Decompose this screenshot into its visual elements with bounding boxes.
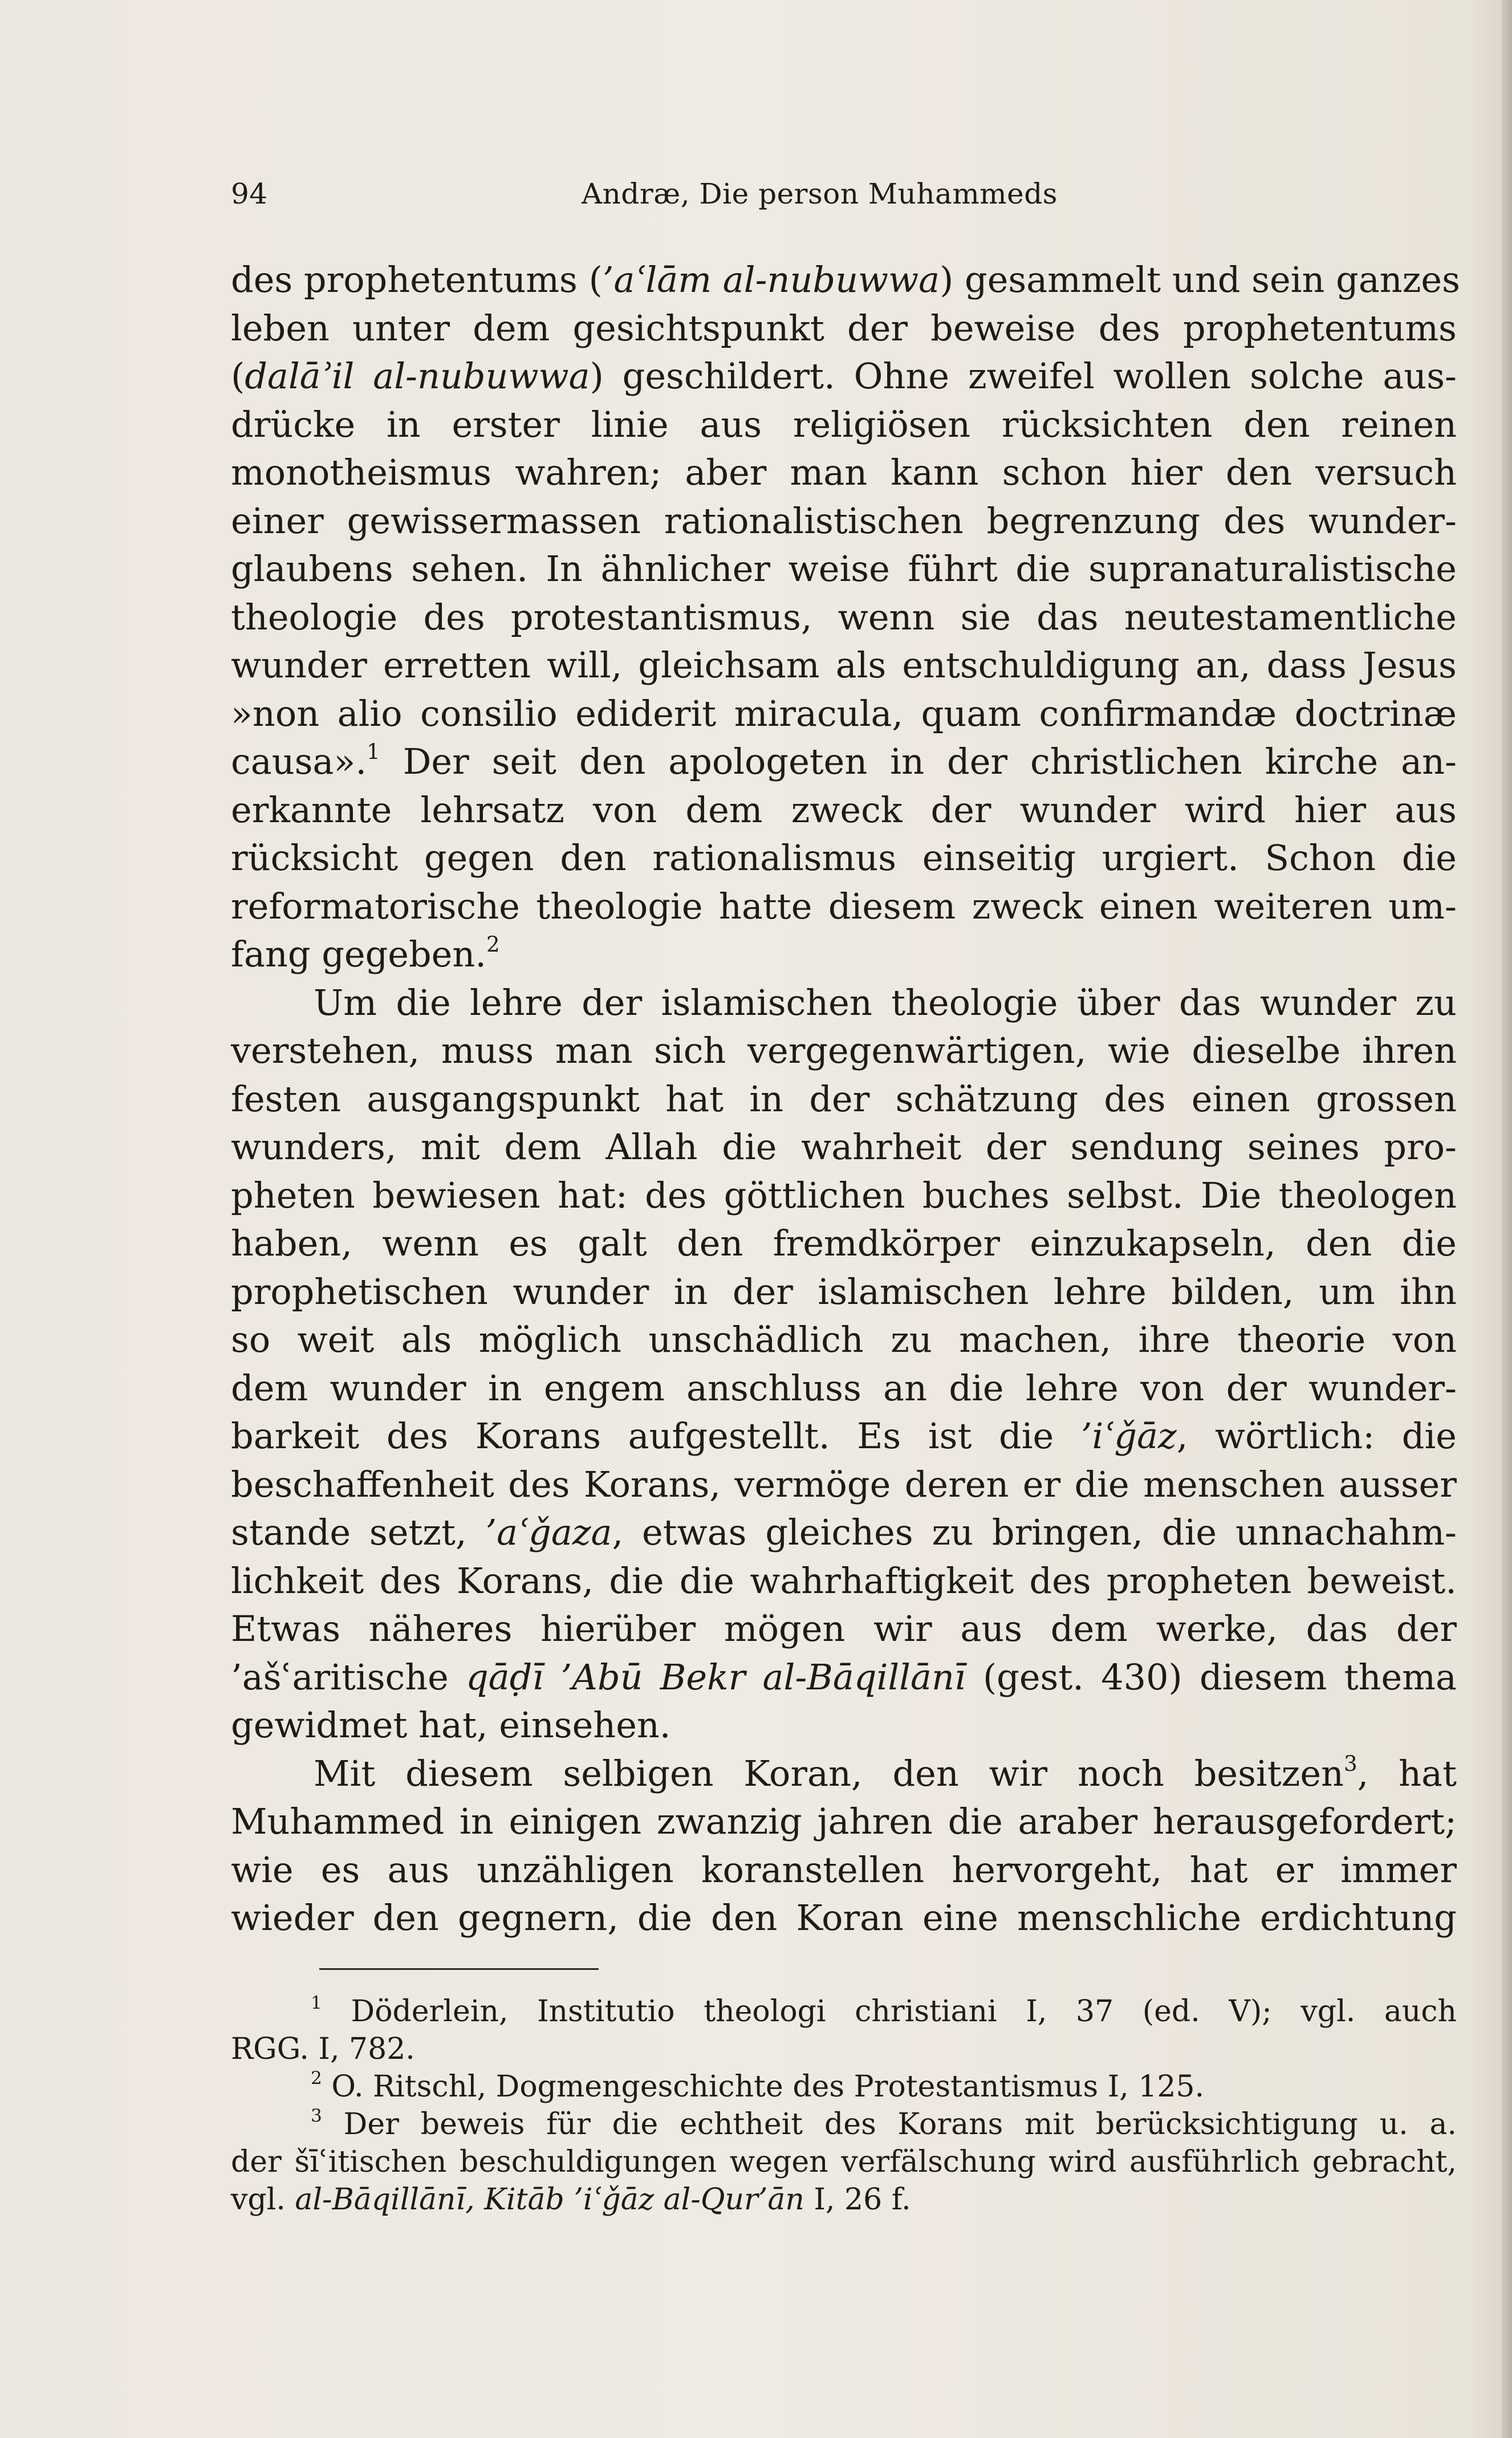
text-line: rücksicht gegen den rationalismus einseitig urgiert. Schon die: [231, 837, 1457, 879]
text-line: [231, 738, 1457, 786]
text-line: gewidmet hat, einsehen.: [231, 1704, 671, 1746]
text-line: [231, 1509, 1457, 1557]
text-line: beschaffenheit des Korans, vermöge deren er die menschen ausser: [231, 1463, 1457, 1505]
text-span: fang gegeben.: [231, 933, 487, 975]
text-span: des prophetentums (: [231, 259, 603, 300]
text-line: pheten bewiesen hat: des göttlichen buches selbst. Die theologen: [231, 1174, 1457, 1216]
transliteration: dalāʾil al-nubuwwa: [245, 355, 590, 397]
text-line: leben unter dem gesichtspunkt der beweise des prophetentums: [231, 307, 1457, 349]
text-line: reformatorische theologie hatte diesem zweck einen weiteren um-: [231, 885, 1457, 927]
page-number: 94: [231, 177, 268, 210]
footnote-ref: 3: [1343, 1750, 1357, 1776]
text-span: vgl.: [231, 2183, 295, 2217]
text-span: Döderlein, Institutio theologi christiani I, 37 (ed. V); vgl. auch: [351, 1994, 1457, 2029]
footnote-ref: 2: [486, 931, 500, 957]
footnote-ref: 1: [367, 738, 380, 764]
text-line: [231, 1750, 1457, 1798]
text-line: [231, 256, 1460, 304]
transliteration: ’iʿǧāz: [1080, 1415, 1177, 1457]
text-line: wie es aus unzähligen koranstellen hervorgeht, hat er immer: [231, 1848, 1457, 1891]
text-line: [231, 1653, 1457, 1702]
text-line: festen ausgangspunkt hat in der schätzung des einen grossen: [231, 1078, 1457, 1120]
text-line: haben, wenn es galt den fremdkörper einzukapseln, den die: [231, 1222, 1457, 1264]
text-span: barkeit des Korans aufgestellt. Es ist die: [231, 1415, 1081, 1457]
page-edge: [1502, 0, 1512, 2438]
footnotes: [231, 1993, 1457, 2218]
text-line: »non alio consilio ediderit miracula, quam confirmandæ doctrinæ: [231, 692, 1457, 734]
footnote-line: RGG. I, 782.: [231, 2032, 415, 2066]
text-line: verstehen, muss man sich vergegenwärtigen, wie dieselbe ihren: [231, 1030, 1457, 1071]
text-span: ) gesammelt und sein ganzes: [940, 259, 1460, 300]
text-span: causa».: [231, 741, 367, 782]
text-line: Muhammed in einigen zwanzig jahren die araber herausgefordert;: [231, 1801, 1457, 1842]
footnote-line: [231, 2181, 1457, 2218]
text-line: Um die lehre der islamischen theologie über das wunder zu: [314, 981, 1457, 1023]
text-line: lichkeit des Korans, die die wahrhaftigkeit des propheten beweist.: [231, 1559, 1457, 1602]
text-span: , wörtlich: die: [1176, 1415, 1457, 1457]
text-span: , etwas gleiches zu bringen, die unnachahm-: [612, 1511, 1457, 1553]
text-line: wunder erretten will, gleichsam als entschuldigung an, dass Jesus: [231, 644, 1457, 686]
text-line: glaubens sehen. In ähnlicher weise führt die supranaturalistische: [231, 548, 1457, 590]
running-header: [231, 177, 1103, 211]
text-line: prophetischen wunder in der islamischen lehre bilden, um ihn: [231, 1270, 1457, 1313]
text-span: (gest. 430) diesem thema: [965, 1656, 1457, 1698]
text-line: [231, 352, 1457, 401]
text-line: drücke in erster linie aus religiösen rücksichten den reinen: [231, 403, 1457, 445]
transliteration: al-Bāqillānī, Kitāb ’iʿǧāz al-Qur’ān: [295, 2183, 804, 2217]
transliteration: ’aʿlām al-nubuwwa: [602, 259, 940, 300]
text-line: theologie des protestantismus, wenn sie das neutestamentliche: [231, 596, 1457, 638]
running-head-title: Andræ, Die person Muhammeds: [582, 177, 1058, 210]
text-span: ) geschildert. Ohne zweifel wollen solche aus-: [590, 355, 1457, 397]
text-span: Mit diesem selbigen Koran, den wir noch besitzen: [314, 1752, 1344, 1794]
text-line: dem wunder in engem anschluss an die lehre von der wunder-: [231, 1367, 1457, 1409]
text-span: O. Ritschl, Dogmengeschichte des Protestantismus I, 125.: [331, 2070, 1205, 2104]
text-line: [231, 1412, 1457, 1461]
text-span: stande setzt,: [231, 1511, 486, 1553]
text-line: wieder den gegnern, die den Koran eine menschliche erdichtung: [231, 1897, 1457, 1939]
text-line: monotheismus wahren; aber man kann schon hier den versuch: [231, 452, 1457, 493]
text-span: Der seit den apologeten in der christlichen kirche an-: [380, 741, 1457, 782]
footnote-line: [231, 1993, 1457, 2030]
text-span: Der beweis für die echtheit des Korans mit berücksichtigung u. a.: [343, 2107, 1457, 2142]
text-line: einer gewissermassen rationalistischen begrenzung des wunder-: [231, 499, 1457, 542]
footnote-line: [231, 2106, 1457, 2143]
text-line: wunders, mit dem Allah die wahrheit der sendung seines pro-: [231, 1126, 1457, 1168]
text-line: [231, 930, 1457, 979]
text-span: I, 26 f.: [804, 2183, 911, 2217]
text-line: so weit als möglich unschädlich zu machen, ihre theorie von: [231, 1319, 1457, 1360]
transliteration: qāḍī ’Abū Bekr al-Bāqillānī: [466, 1656, 966, 1698]
text-line: erkannte lehrsatz von dem zweck der wunder wird hier aus: [231, 789, 1457, 831]
footnote-line: [231, 2068, 1457, 2106]
footnote-number: 3: [311, 2106, 322, 2127]
footnote-number: 1: [311, 1993, 322, 2014]
main-text: [231, 256, 1460, 1943]
text-line: Etwas näheres hierüber mögen wir aus dem werke, das der: [231, 1608, 1457, 1649]
text-span: , hat: [1357, 1752, 1457, 1794]
text-span: ’ašʿaritische: [231, 1656, 466, 1698]
transliteration: ’aʿǧaza: [485, 1511, 612, 1553]
text-span: (: [231, 355, 245, 397]
footnote-line: der šīʿitischen beschuldigungen wegen verfälschung wird ausführlich gebracht,: [231, 2145, 1457, 2179]
footnote-divider: [319, 1968, 599, 1970]
footnote-number: 2: [311, 2068, 322, 2089]
